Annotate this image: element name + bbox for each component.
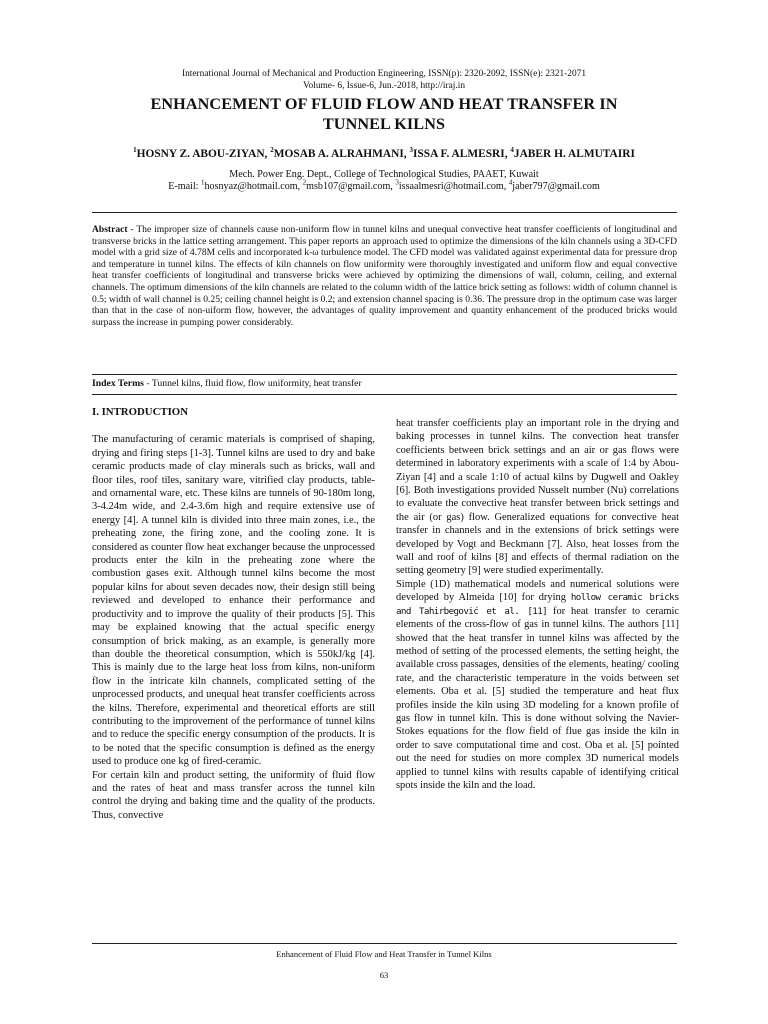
author-3-number: 3 bbox=[409, 146, 413, 155]
left-column bbox=[92, 406, 375, 822]
running-footer: Enhancement of Fluid Flow and Heat Transfer in Tunnel Kilns bbox=[276, 949, 492, 959]
intro-paragraph-4 bbox=[396, 578, 679, 793]
abstract-label: Abstract bbox=[92, 224, 128, 235]
email-4-number: 4 bbox=[508, 179, 513, 188]
email-line bbox=[0, 181, 768, 193]
author-4-number: 4 bbox=[510, 146, 514, 155]
title-line-1: ENHANCEMENT OF FLUID FLOW AND HEAT TRANSFER IN bbox=[150, 95, 618, 113]
author-2-name: MOSAB A. ALRAHMANI, bbox=[273, 148, 410, 160]
email-prefix: E-mail: bbox=[168, 181, 201, 193]
index-terms bbox=[92, 378, 677, 390]
index-terms-label: Index Terms bbox=[92, 378, 144, 389]
page-number: 63 bbox=[379, 970, 389, 980]
author-1-name: HOSNY Z. ABOU-ZIYAN, bbox=[136, 148, 271, 160]
abstract-text: - The improper size of channels cause non-uniform flow in tunnel kilns and unequal convective heat transfer coefficients of longitudinal and transverse bricks in the lattice setting arrangement. This paper reports an approach used to optimize the dimensions of the kiln channels using a 3D-CFD model with a grid size of 4.78M cells and incorporated k-ω turbulence model. The CFD model was validated against experimental data for pressure drop and temperature in tunnel kilns. The effects of kiln channels on flow uniformity were thoroughly investigated and uniform flow and equal convective heat transfer coefficients of longitudinal and transverse bricks were achieved by optimizing the dimensions of wall, column, ceiling, and external channels. The optimum dimensions of the kiln channels are related to the column width of the lattice brick setting as follows: width of column channel is 0.5; width of wall channel is 0.25; ceiling channel height is 0.2; and extension channel spacing is 0.36. The pressure drop in the optimum case was larger than that in the case of non-uiform flow, however, the advantages of quality improvement and quantity enhancement of the produced bricks would surpass the increase in pumping power considerably. bbox=[92, 224, 677, 328]
intro-paragraph-4-rest: for heat transfer to ceramic elements of the cross-flow of gas in tunnel kilns. The authors [11] showed that the heat transfer in tunnel kilns was affected by the method of setting of the processed elements, the setting height, the available cross passages, densities of the elements, heating/ cooling rate, and the characteristic temperature in the voids between set elements. Oba et al. [5] studied the temperature and heat flux profiles inside the kiln using 3D modeling for a known profile of gas flow in tunnel kiln. This is done without solving the Navier-Stokes equations for the flow field of flue gas inside the kiln in order to save computational time and cost. Oba et al. [5] pointed out the need for studies on more complex 3D numerical models applied to tunnel kilns with results capable of identifying critical spots inside the kiln and the load. bbox=[396, 605, 680, 791]
section-heading-introduction: I. INTRODUCTION bbox=[92, 406, 188, 418]
footer-rule bbox=[92, 943, 677, 944]
right-column bbox=[396, 417, 679, 792]
email-3: issaalmesri@hotmail.com, bbox=[398, 181, 509, 193]
email-4: jaber797@gmail.com bbox=[512, 181, 600, 193]
email-3-number: 3 bbox=[395, 179, 399, 188]
email-2: msb107@gmail.com, bbox=[306, 181, 396, 193]
index-terms-text: - Tunnel kilns, fluid flow, flow uniformity, heat transfer bbox=[143, 378, 362, 389]
intro-paragraph-4-odd-font: hollow ceramic bricks and Tahirbegović et al. [11] bbox=[396, 592, 679, 617]
journal-line-2: Volume- 6, Issue-6, Jun.-2018, http://iraj.in bbox=[302, 81, 466, 91]
intro-paragraph-1: The manufacturing of ceramic materials is comprised of shaping, drying and firing steps [1-3]. Tunnel kilns are used to dry and bake ceramic products made of clay minerals such as bricks, wall and floor tiles, roof tiles, sanitary ware, vitrified clay products, table-and ornamental ware, etc. These kilns are tunnels of 90-180m long, 3-4.24m wide, and 2.4-3.6m high and require extensive use of energy [4]. A tunnel kiln is divided into three main zones, i.e., the preheating zone, the firing zone, and the cooling zone. It is considered as counter flow heat exchanger because the unprocessed products enter the kiln in the preheating zone where the combustion gases exit. Although tunnel kilns become the most popular kilns for about seven decades now, their design still being reviewed and developed to enhance their performance and productivity and to improve the quality of their products [5]. This may be explained knowing that the actual specific energy consumption of brick making, as an example, is generally more than double the theoretical consumption, which is 550kJ/kg [4]. This is mainly due to the large heat loss from kilns, non-uniform flow in the intricate kiln channels, complicated setting of the unprocessed products, and unequal heat transfer coefficients across the kilns. Therefore, experimental and theoretical efforts are still contributing to the improvement of the performance of tunnel kilns and to reduce the specific energy consumption of the products. It is to be noted that the specific consumption is defined as the energy used to produce one kg of fired-ceramic. bbox=[92, 434, 375, 768]
author-list bbox=[0, 147, 768, 161]
email-1-number: 1 bbox=[200, 179, 205, 188]
index-terms-bottom-rule bbox=[92, 394, 677, 395]
paper-title bbox=[0, 94, 768, 134]
abstract-top-rule bbox=[92, 212, 677, 213]
email-2-number: 2 bbox=[302, 179, 307, 188]
author-2-number: 2 bbox=[270, 146, 274, 155]
title-line-2: TUNNEL KILNS bbox=[322, 115, 446, 133]
journal-line-1: International Journal of Mechanical and Production Engineering, ISSN(p): 2320-2092, ISSN(e): 2321-2071 bbox=[181, 69, 587, 79]
author-3-name: ISSA F. ALMESRI, bbox=[413, 148, 511, 160]
affiliation-block bbox=[0, 169, 768, 194]
author-4-name: JABER H. ALMUTAIRI bbox=[513, 148, 635, 160]
author-1-number: 1 bbox=[133, 146, 137, 155]
intro-paragraph-4-start: Simple (1D) mathematical models and numerical solutions were developed by Almeida [10] for drying bbox=[396, 578, 679, 604]
journal-header bbox=[0, 68, 768, 92]
email-1: hosnyaz@hotmail.com, bbox=[204, 181, 303, 193]
affiliation-dept: Mech. Power Eng. Dept., College of Technological Studies, PAAET, Kuwait bbox=[229, 169, 539, 180]
intro-paragraph-2: For certain kiln and product setting, the uniformity of fluid flow and the rates of heat and mass transfer across the tunnel kiln control the drying and baking time and the quality of the products. Thus, convective bbox=[92, 769, 375, 821]
intro-paragraph-3: heat transfer coefficients play an important role in the drying and baking processes in tunnel kilns. The convection heat transfer coefficients between brick settings and an air or gas flows were determined in laboratory experiments with a scale of 1:4 by Abou-Ziyan [4] and a scale 1:10 of actual kilns by Dugwell and Oakley [6]. Both investigations provided Nusselt number (Nu) correlations to evaluate the convective heat transfer between brick settings and the air (or gas) flow. Generalized equations for convective heat transfer in channels and in the extensions of brick settings were developed by Vogt and Beckmann [7]. Also, heat losses from the wall and roof of kilns [8] and effects of thermal radiation on the setting geometry [9] were studied experimentally. bbox=[396, 418, 679, 577]
index-terms-top-rule bbox=[92, 374, 677, 375]
abstract bbox=[92, 224, 677, 328]
